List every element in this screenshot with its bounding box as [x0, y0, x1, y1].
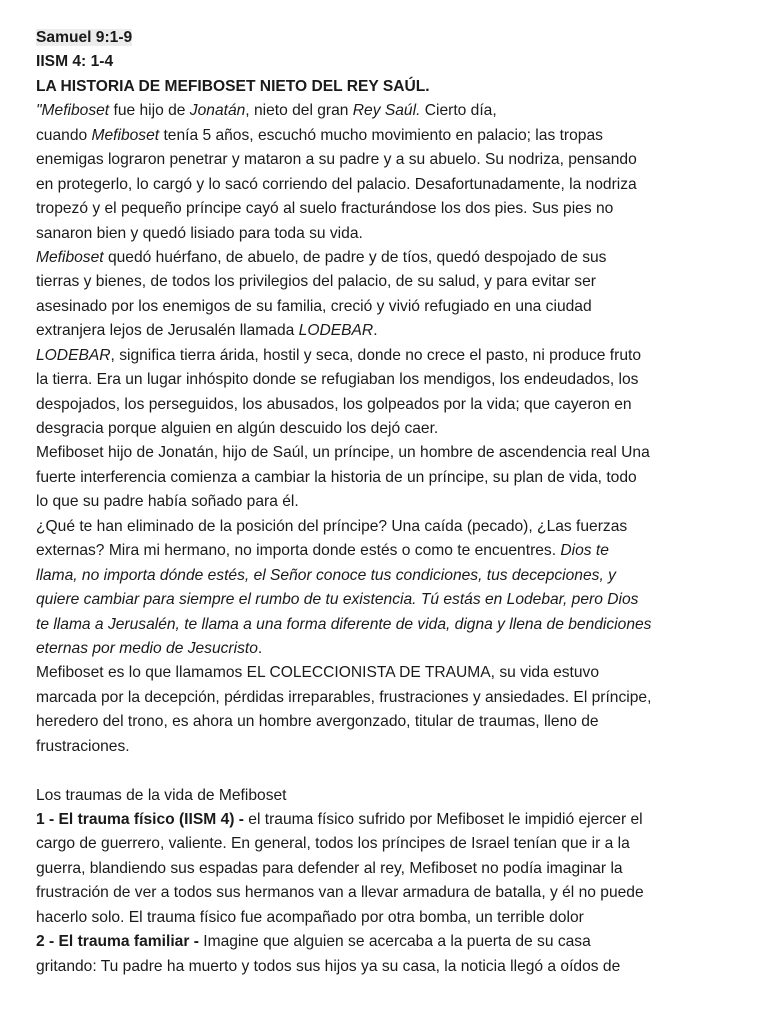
- text-line: [36, 832, 741, 856]
- text-line: [36, 808, 741, 832]
- text-line: [36, 124, 741, 148]
- text-segment: desgracia porque alguien en algún descuido los dejó caer.: [36, 420, 439, 437]
- text-segment: 2 - El trauma familiar -: [36, 933, 199, 951]
- text-segment: ¿Qué te han eliminado de la posición del príncipe? Una caída (pecado), ¿Las fuerzas: [36, 517, 628, 535]
- text-line: [36, 246, 741, 270]
- text-segment: Mefiboset: [91, 126, 160, 144]
- text-line: [36, 319, 741, 343]
- text-segment: cargo de guerrero, valiente. En general, todos los príncipes de Israel tenían que ir a la: [36, 835, 630, 853]
- text-segment: gritando: Tu padre ha muerto y todos sus hijos ya su casa, la noticia llegó a oídos de: [36, 957, 621, 975]
- text-segment: quiere cambiar para siempre el rumbo de tu existencia. Tú estás en Lodebar, pero Dios: [36, 591, 639, 609]
- text-line: [36, 906, 741, 930]
- text-line: [36, 661, 741, 685]
- text-segment: .: [373, 322, 378, 340]
- text-line: [36, 99, 741, 123]
- text-segment: Mefiboset hijo de Jonatán, hijo de Saúl, un príncipe, un hombre de ascendencia real Una: [36, 444, 650, 462]
- text-segment: despojados, los perseguidos, los abusados, los golpeados por la vida; que cayeron en: [36, 395, 632, 413]
- document-title: LA HISTORIA DE MEFIBOSET NIETO DEL REY SAÚL.: [36, 77, 430, 95]
- text-segment: fue hijo de: [109, 102, 190, 120]
- text-line: [36, 637, 741, 661]
- text-segment: la tierra. Era un lugar inhóspito donde se refugiaban los mendigos, los endeudados, los: [36, 371, 639, 389]
- text-segment: quedó huérfano, de abuelo, de padre y de tíos, quedó despojado de sus: [103, 248, 607, 266]
- text-segment: Mefiboset: [36, 248, 104, 266]
- text-line: [36, 173, 741, 197]
- text-segment: extranjera lejos de Jerusalén llamada: [36, 322, 299, 340]
- text-line: [36, 857, 741, 881]
- text-segment: fuerte interferencia comienza a cambiar la historia de un príncipe, su plan de vida, todo: [36, 468, 637, 486]
- text-line: [36, 564, 741, 588]
- text-segment: en protegerlo, lo cargó y lo sacó corriendo del palacio. Desafortunadamente, la nodriza: [36, 175, 637, 193]
- text-line: [36, 295, 741, 319]
- scripture-reference: Samuel 9:1-9: [36, 29, 133, 46]
- text-segment: .: [257, 639, 263, 657]
- text-segment: tenía 5 años, escuchó mucho movimiento en palacio; las tropas: [159, 126, 603, 144]
- text-segment: Jonatán: [189, 102, 246, 120]
- text-line: [36, 955, 741, 979]
- text-line: [36, 515, 741, 539]
- text-segment: heredero del trono, es ahora un hombre avergonzado, titular de traumas, lleno de: [36, 713, 599, 731]
- text-segment: , significa tierra árida, hostil y seca, donde no crece el pasto, ni produce fruto: [110, 346, 642, 364]
- text-segment: externas? Mira mi hermano, no importa donde estés o como te encuentres.: [36, 542, 561, 560]
- text-line: [36, 613, 741, 637]
- text-segment: guerra, blandiendo sus espadas para defender al rey, Mefiboset no podía imaginar la: [36, 859, 623, 877]
- text-segment: cuando: [36, 126, 92, 144]
- text-line: [36, 686, 741, 710]
- text-segment: asesinado por los enemigos de su familia, creció y vivió refugiado en una ciudad: [36, 297, 592, 315]
- document-page: [36, 26, 741, 979]
- text-line: [36, 441, 741, 465]
- text-segment: Cierto día,: [420, 102, 497, 120]
- text-line: [36, 344, 741, 368]
- text-line: [36, 930, 741, 954]
- text-line: [36, 417, 741, 441]
- text-line: [36, 393, 741, 417]
- text-line: [36, 784, 741, 808]
- text-segment: , nieto del gran: [245, 102, 353, 120]
- text-segment: frustraciones.: [36, 737, 130, 755]
- text-segment: marcada por la decepción, pérdidas irreparables, frustraciones y ansiedades. El príncipe,: [36, 688, 652, 706]
- text-segment: el trauma físico sufrido por Mefiboset le impidió ejercer el: [243, 811, 643, 828]
- text-segment: 1 - El trauma físico (IISM 4) -: [36, 811, 244, 828]
- text-line: [36, 710, 741, 734]
- text-segment: hacerlo solo. El trauma físico fue acompañado por otra bomba, un terrible dolor: [36, 908, 584, 926]
- text-segment: Los traumas de la vida de Mefiboset: [36, 786, 287, 804]
- text-segment: sanaron bien y quedó lisiado para toda su vida.: [36, 224, 363, 242]
- text-line: [36, 466, 741, 490]
- text-segment: tierras y bienes, de todos los privilegios del palacio, de su salud, y para evitar ser: [36, 273, 596, 291]
- text-segment: llama, no importa dónde estés, el Señor conoce tus condiciones, tus decepciones, y: [36, 566, 616, 584]
- text-line: [36, 368, 741, 392]
- text-segment: Mefiboset es lo que llamamos EL COLECCIONISTA DE TRAUMA, su vida estuvo: [36, 664, 600, 682]
- body-text: [36, 99, 741, 979]
- text-segment: enemigas lograron penetrar y mataron a su padre y a su abuelo. Su nodriza, pensando: [36, 151, 637, 169]
- scripture-reference-secondary: IISM 4: 1-4: [36, 53, 114, 71]
- blank-line: [36, 759, 741, 783]
- text-segment: Dios te: [560, 542, 609, 560]
- text-segment: te llama a Jerusalén, te llama a una forma diferente de vida, digna y llena de bendiciones: [36, 615, 652, 633]
- text-segment: tropezó y el pequeño príncipe cayó al suelo fracturándose los dos pies. Sus pies no: [36, 200, 614, 218]
- text-segment: "Mefiboset: [36, 102, 110, 120]
- text-segment: frustración de ver a todos sus hermanos van a llevar armadura de batalla, y él no puede: [36, 884, 644, 902]
- text-line: [36, 588, 741, 612]
- text-segment: Rey Saúl.: [352, 102, 421, 120]
- text-segment: LODEBAR: [298, 322, 374, 340]
- text-line: [36, 148, 741, 172]
- text-segment: Imagine que alguien se acercaba a la puerta de su casa: [198, 933, 591, 951]
- text-segment: eternas por medio de Jesucristo: [36, 639, 258, 657]
- text-line: [36, 270, 741, 294]
- text-line: [36, 197, 741, 221]
- text-line: [36, 735, 741, 759]
- text-line: [36, 881, 741, 905]
- text-line: [36, 222, 741, 246]
- text-line: [36, 490, 741, 514]
- text-line: [36, 539, 741, 563]
- text-segment: LODEBAR: [36, 346, 111, 364]
- text-segment: lo que su padre había soñado para él.: [36, 493, 299, 511]
